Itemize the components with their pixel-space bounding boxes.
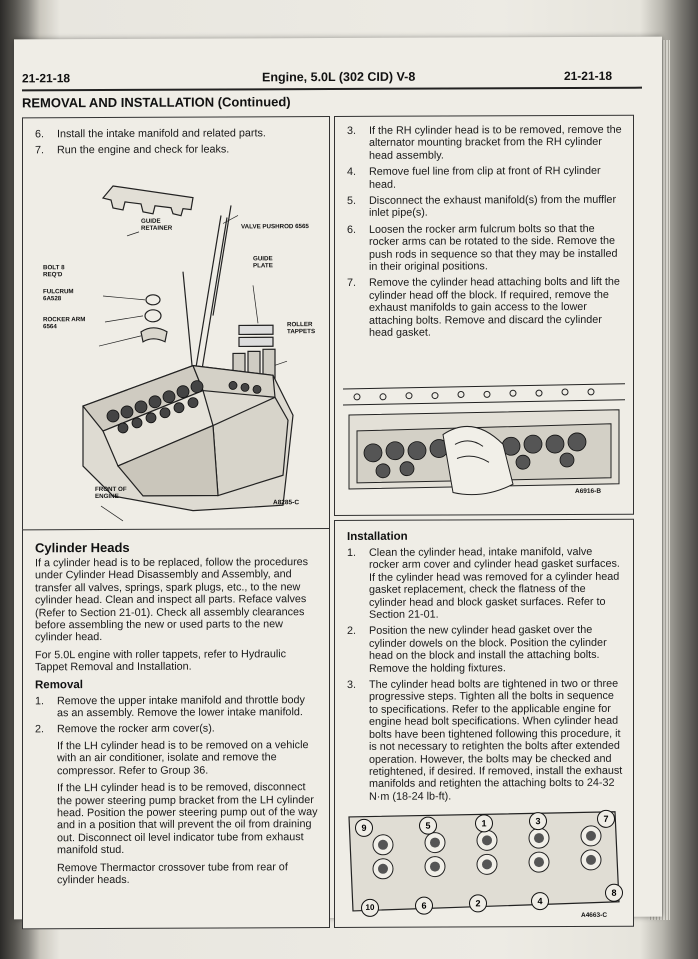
bolt-number: 4: [531, 892, 549, 910]
right-top-box: [334, 115, 634, 516]
right-bottom-box: [334, 519, 634, 928]
sub-paragraph: Remove Thermactor crossover tube from rear of cylinder heads.: [57, 860, 288, 887]
bolt-number: 10: [361, 899, 379, 917]
header-left-code: 21-21-18: [22, 71, 71, 86]
label-rocker-arm: ROCKER ARM 6564: [43, 316, 86, 331]
cylinder-head-removal-illustration: [343, 374, 625, 505]
bolt-number: 9: [355, 819, 373, 837]
label-roller-tappets: ROLLER TAPPETS: [287, 321, 316, 336]
left-top-box: [22, 116, 330, 539]
step-item: 3. If the RH cylinder head is to be removed, remove the alternator mounting bracket from the RH cylinder head assembly.: [347, 123, 622, 162]
label-valve-pushrod: VALVE PUSHROD 6565: [241, 223, 309, 231]
step-item: 4. Remove fuel line from clip at front of RH cylinder head.: [347, 165, 601, 191]
bolt-number: 2: [469, 894, 487, 912]
bolt-number: 6: [415, 897, 433, 915]
step-item: 6. Install the intake manifold and related parts.: [35, 127, 266, 141]
bolt-number: 5: [419, 817, 437, 835]
label-guide-plate: GUIDE PLATE: [253, 255, 273, 270]
manual-page: [14, 37, 662, 920]
sub-paragraph: If the LH cylinder head is to be removed on a vehicle with an air conditioner, isolate and remove the compressor. Refer to Group 36.: [57, 739, 309, 777]
step-item: 7. Remove the cylinder head attaching bolts and lift the cylinder head off the block. If required, remove the exhaust manifolds to gain access to the lower attaching bolts. Remove and discard the cylinder head gasket.: [347, 276, 620, 339]
cylinder-heads-title: Cylinder Heads: [35, 539, 130, 556]
figure-id: A8285-C: [273, 499, 300, 507]
removal-heading: Removal: [35, 678, 83, 691]
label-guide-retainer: GUIDE RETAINER: [141, 217, 173, 232]
installation-heading: Installation: [347, 530, 408, 543]
bolt-number: 8: [605, 884, 623, 902]
label-fulcrum: FULCRUM 6A528: [43, 288, 74, 303]
label-bolt: BOLT 8 REQ'D: [43, 264, 65, 279]
bolt-number: 7: [597, 810, 615, 828]
step-item: 2. Remove the rocker arm cover(s).: [35, 723, 215, 736]
left-bottom-box: [22, 528, 330, 929]
step-item: 1. Clean the cylinder head, intake manifold, valve rocker arm cover and cylinder head gasket surfaces. If the cylinder head was removed for a cylinder head gasket replacement, check the flatness of the cylinder head and block gasket surfaces. Refer to Section 21-01.: [347, 545, 620, 621]
step-item: 1. Remove the upper intake manifold and throttle body as an assembly. Remove the lower intake manifold.: [35, 693, 305, 720]
bolt-number: 3: [529, 812, 547, 830]
sub-paragraph: If the LH cylinder head is to be removed, disconnect the power steering pump bracket from the LH cylinder head. Position the power steering pump out of the way and in a position that will prevent the oil from draining out. Disconnect oil level indicator tube from exhaust manifold stud.: [57, 781, 318, 857]
step-item: 3. The cylinder head bolts are tightened in two or three progressive steps. Tighten all the bolts in sequence to specifications. Refer to the applicable engine for engine head bolt specifications. When cylinder head bolts have been tightened following this procedure, it is not necessary to retighten the bolts after extended operation. However, the bolts may be checked and retightened, if desired. If removed, install the exhaust manifolds and retighten the attaching bolts to 24-32 N·m (18-24 lb-ft).: [347, 677, 623, 803]
section-title: REMOVAL AND INSTALLATION (Continued): [22, 94, 291, 111]
step-item: 7. Run the engine and check for leaks.: [35, 143, 230, 157]
bolt-number: 1: [475, 814, 493, 832]
step-item: 5. Disconnect the exhaust manifold(s) from the muffler inlet pipe(s).: [347, 193, 617, 220]
figure-id: A6916-B: [575, 487, 602, 495]
label-front-of-engine: FRONT OF ENGINE: [95, 485, 127, 501]
roller-tappet-note: For 5.0L engine with roller tappets, refer to Hydraulic Tappet Removal and Installation.: [35, 648, 287, 674]
figure-id: A4663-C: [581, 911, 608, 919]
step-item: 6. Loosen the rocker arm fulcrum bolts so that the rocker arms can be rotated to the side. Remove the push rods in sequence so that they may be installed in their original positions.: [347, 222, 618, 273]
page-header: [22, 65, 642, 92]
step-item: 2. Position the new cylinder head gasket over the cylinder dowels on the block. Position the cylinder head on the block and install the attaching bolts. Remove the holding fixtures.: [347, 624, 607, 675]
header-right-code: 21-21-18: [563, 68, 612, 84]
intro-paragraph: If a cylinder head is to be replaced, follow the procedures under Cylinder Head Disassembly and Assembly, and transfer all valves, springs, spark plugs, etc., to the new cylinder head. Clean and inspect all parts. Reface valves (Refer to Section 21-01). Check all assembly clearances before assembling the new or used parts to the new cylinder head.: [35, 556, 309, 644]
header-title: Engine, 5.0L (302 CID) V-8: [262, 69, 416, 85]
